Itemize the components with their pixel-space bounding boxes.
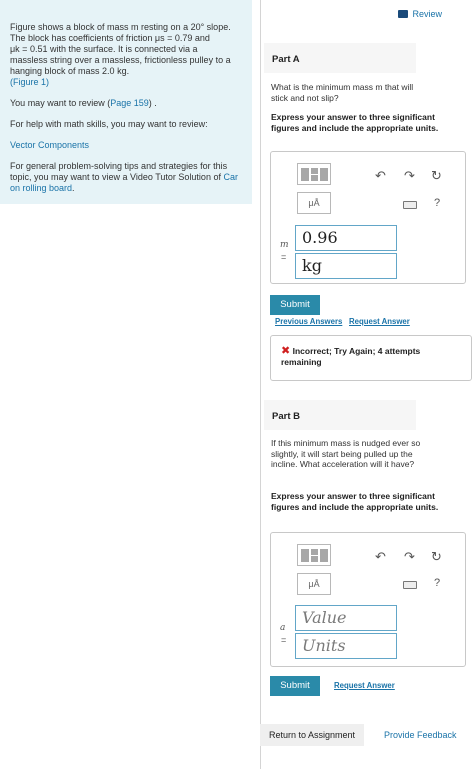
equals-sign: =: [281, 252, 287, 262]
undo-icon[interactable]: ↶: [375, 549, 386, 564]
part-a-question: What is the minimum mass m that will stick and not slip?: [271, 82, 414, 103]
problem-line-4: massless string over a massless, frictionless pulley to a: [10, 55, 231, 65]
page-link[interactable]: Page 159: [110, 98, 149, 108]
equals-sign: =: [281, 635, 287, 645]
review-label: Review: [412, 9, 442, 19]
review-suffix: ) .: [148, 98, 157, 108]
error-x-icon: ✖: [281, 345, 291, 357]
problem-line-1: Figure shows a block of mass m resting on a 20° slope.: [10, 22, 231, 32]
part-a-request-answer-link[interactable]: Request Answer: [349, 317, 410, 326]
part-b-submit-button[interactable]: Submit: [270, 676, 320, 696]
problem-line-3: μk = 0.51 with the surface. It is connected via a: [10, 44, 198, 54]
provide-feedback-link[interactable]: Provide Feedback: [384, 730, 457, 740]
keyboard-icon[interactable]: [403, 581, 417, 589]
part-a-instruction: Express your answer to three significant figures and include the appropriate units.: [271, 112, 439, 133]
units-button[interactable]: [297, 573, 331, 595]
problem-line-2: The block has coefficients of friction μs = 0.79 and: [10, 33, 210, 43]
value-input[interactable]: Value: [295, 605, 397, 631]
review-prefix: You may want to review (: [10, 98, 111, 108]
help-icon[interactable]: ?: [434, 197, 441, 209]
units-input[interactable]: kg: [295, 253, 397, 279]
part-a-header[interactable]: Part A: [264, 43, 416, 73]
redo-icon[interactable]: ↷: [404, 168, 415, 183]
incorrect-feedback: [270, 335, 472, 381]
mu-angstrom-icon: μÅ: [308, 198, 320, 208]
previous-answers-link[interactable]: Previous Answers: [275, 317, 343, 326]
mu-angstrom-icon: μÅ: [308, 579, 320, 589]
help-icon[interactable]: ?: [434, 577, 441, 589]
templates-icon: [301, 168, 328, 181]
return-to-assignment-button[interactable]: Return to Assignment: [260, 724, 364, 746]
review-book-icon: [398, 10, 408, 18]
undo-icon[interactable]: ↶: [375, 168, 386, 183]
panel-divider: [260, 0, 261, 769]
review-link[interactable]: [398, 9, 442, 19]
vector-components-link[interactable]: Vector Components: [10, 140, 90, 150]
math-help-text: For help with math skills, you may want to review:: [10, 119, 208, 129]
variable-m: m: [280, 240, 289, 250]
problem-line-5: hanging block of mass 2.0 kg.: [10, 66, 130, 76]
variable-a: a: [280, 623, 286, 633]
reset-icon[interactable]: ↻: [431, 549, 442, 564]
part-a-submit-button[interactable]: Submit: [270, 295, 320, 315]
templates-button[interactable]: [297, 544, 331, 566]
problem-statement: [10, 22, 242, 88]
review-text: [10, 98, 242, 109]
keyboard-icon[interactable]: [403, 201, 417, 209]
problem-panel: [0, 0, 252, 204]
units-button[interactable]: [297, 192, 331, 214]
templates-button[interactable]: [297, 163, 331, 185]
tips-end: .: [72, 183, 75, 193]
value-input[interactable]: 0.96: [295, 225, 397, 251]
tips-text: [10, 161, 242, 194]
figure-link[interactable]: (Figure 1): [10, 77, 50, 87]
part-b-request-answer-link[interactable]: Request Answer: [334, 681, 395, 690]
video-tutor-link[interactable]: Car on rolling board: [10, 172, 238, 193]
part-b-header[interactable]: Part B: [264, 400, 416, 430]
feedback-text: Incorrect; Try Again; 4 attempts remaining: [281, 346, 421, 367]
part-b-question: If this minimum mass is nudged ever so slightly, it will start being pulled up the incline. What acceleration will it have?: [271, 438, 421, 469]
templates-icon: [301, 549, 328, 562]
part-b-instruction: Express your answer to three significant figures and include the appropriate units.: [271, 491, 439, 512]
redo-icon[interactable]: ↷: [404, 549, 415, 564]
units-input[interactable]: Units: [295, 633, 397, 659]
tips-body: For general problem-solving tips and strategies for this topic, you may want to view a Video Tutor Solution of: [10, 161, 228, 182]
reset-icon[interactable]: ↻: [431, 168, 442, 183]
